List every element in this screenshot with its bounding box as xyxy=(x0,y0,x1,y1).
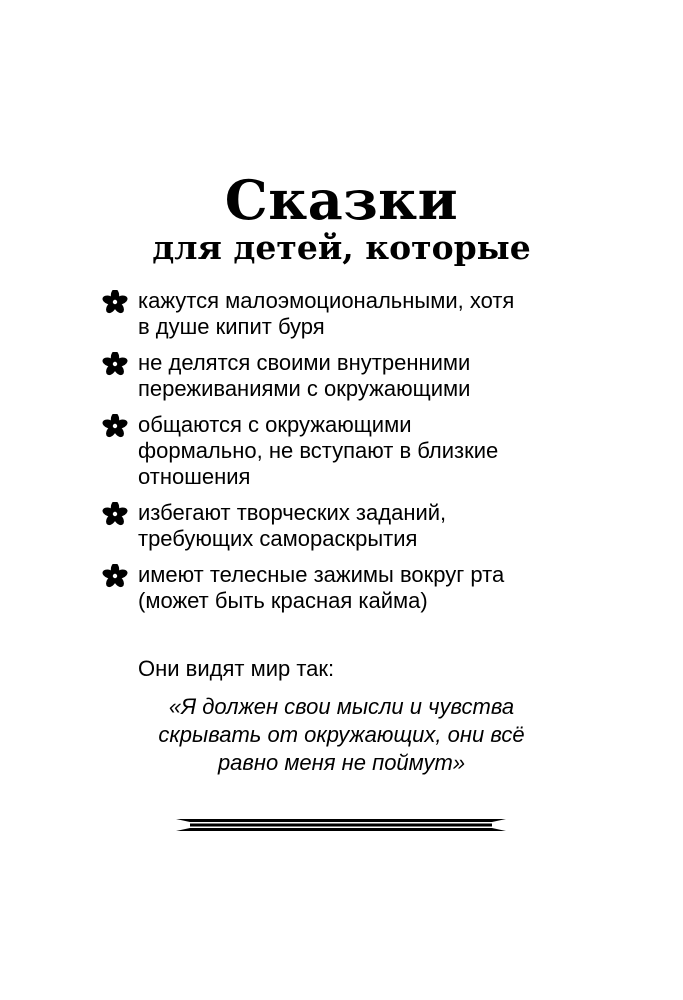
item-line: избегают творческих заданий, xyxy=(138,500,447,525)
quote-line: «Я должен свои мысли и чувства xyxy=(168,694,515,719)
item-line: общаются с окружающими xyxy=(138,412,412,437)
flower-icon xyxy=(100,352,130,376)
item-line: требующих самораскрытия xyxy=(138,526,418,551)
quote-line: скрывать от окружающих, они всё xyxy=(158,722,525,747)
item-line: не делятся своими внутренними xyxy=(138,350,471,375)
traits-list xyxy=(100,288,570,624)
item-line: в душе кипит буря xyxy=(138,314,325,339)
list-item xyxy=(100,562,570,614)
item-line: (может быть красная кайма) xyxy=(138,588,428,613)
item-line: отношения xyxy=(138,464,251,489)
list-item xyxy=(100,288,570,340)
flower-icon xyxy=(100,502,130,526)
flower-icon xyxy=(100,414,130,438)
ornament-divider xyxy=(176,818,506,832)
item-line: формально, не вступают в близкие xyxy=(138,438,499,463)
page-subtitle: для детей, которые xyxy=(152,228,531,267)
quote xyxy=(0,693,683,777)
list-item xyxy=(100,350,570,402)
quote-line: равно меня не поймут» xyxy=(217,750,466,775)
page-title: Сказки xyxy=(224,168,459,232)
flower-icon xyxy=(100,290,130,314)
item-line: кажутся малоэмоциональными, хотя xyxy=(138,288,515,313)
item-line: имеют телесные зажимы вокруг рта xyxy=(138,562,505,587)
flower-icon xyxy=(100,564,130,588)
list-item xyxy=(100,412,570,490)
view-label: Они видят мир так: xyxy=(138,656,335,681)
item-line: переживаниями с окружающими xyxy=(138,376,471,401)
list-item xyxy=(100,500,570,552)
